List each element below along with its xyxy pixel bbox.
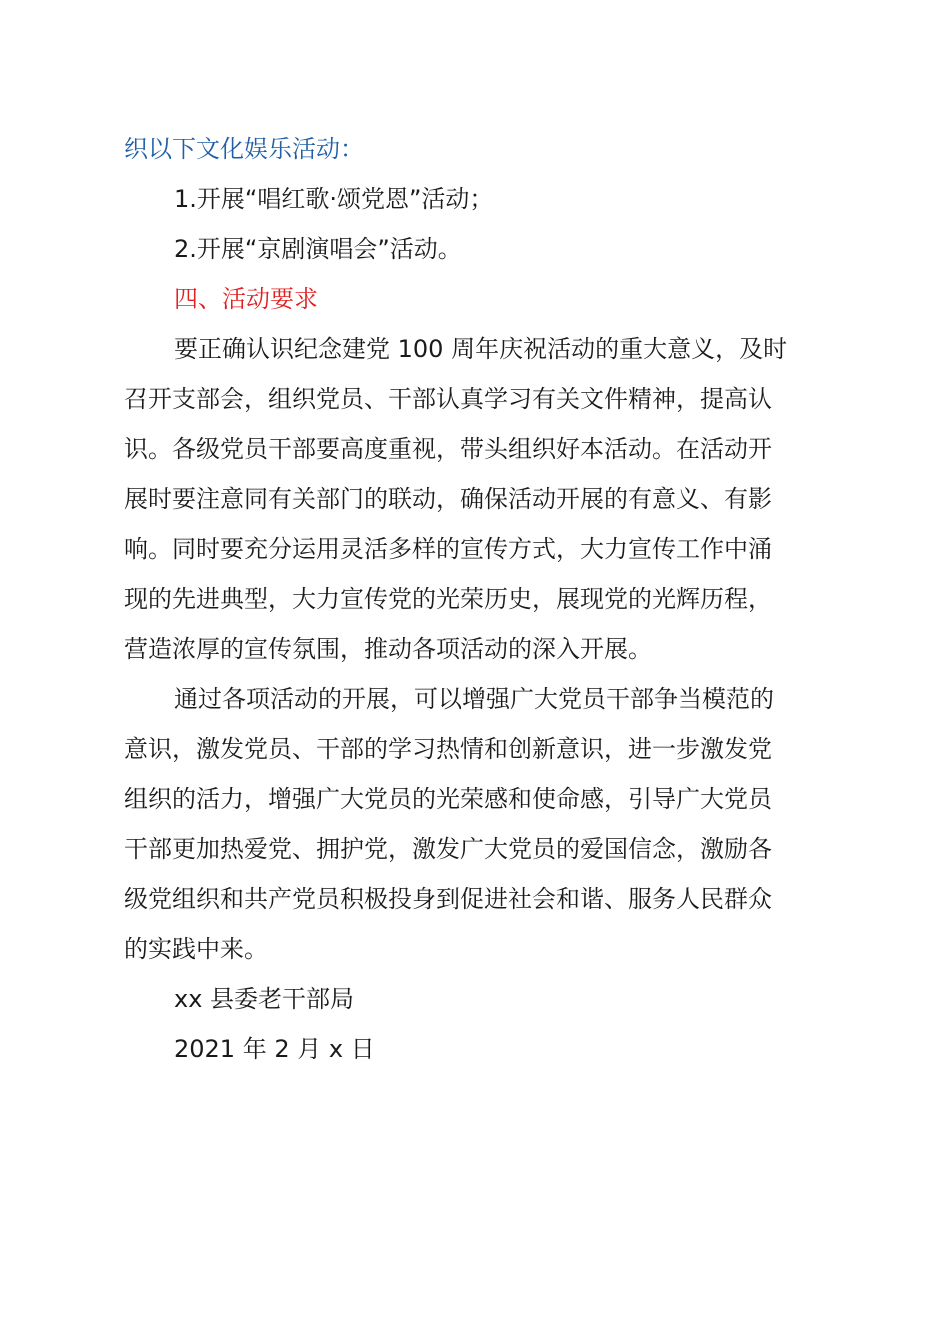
paragraph-line: 干部更加热爱党、拥护党，激发广大党员的爱国信念，激励各	[124, 835, 772, 863]
paragraph-line: 级党组织和共产党员积极投身到促进社会和谐、服务人民群众	[124, 885, 772, 913]
activity-item-1: 1.开展“唱红歌·颂党恩”活动；	[174, 185, 494, 213]
document-body	[124, 124, 844, 1074]
section-heading: 四、活动要求	[174, 285, 318, 313]
paragraph-line: 组织的活力，增强广大党员的光荣感和使命感，引导广大党员	[124, 785, 772, 813]
signature-org: xx 县委老干部局	[174, 985, 355, 1013]
intro-line: 织以下文化娱乐活动：	[124, 135, 364, 163]
paragraph-line: 现的先进典型，大力宣传党的光荣历史，展现党的光辉历程，	[124, 585, 772, 613]
paragraph-line: 识。各级党员干部要高度重视，带头组织好本活动。在活动开	[124, 435, 772, 463]
paragraph-line: 通过各项活动的开展，可以增强广大党员干部争当模范的	[174, 685, 774, 713]
paragraph-requirements	[124, 324, 844, 674]
paragraph-line: 营造浓厚的宣传氛围，推动各项活动的深入开展。	[124, 635, 652, 663]
paragraph-line: 意识，激发党员、干部的学习热情和创新意识，进一步激发党	[124, 735, 772, 763]
paragraph-line: 响。同时要充分运用灵活多样的宣传方式，大力宣传工作中涌	[124, 535, 772, 563]
paragraph-conclusion	[124, 674, 844, 974]
activity-item-2: 2.开展“京剧演唱会”活动。	[174, 235, 462, 263]
paragraph-line: 要正确认识纪念建党 100 周年庆祝活动的重大意义，及时	[174, 335, 788, 363]
signature-date: 2021 年 2 月 x 日	[174, 1035, 375, 1063]
paragraph-line: 的实践中来。	[124, 935, 268, 963]
paragraph-line: 展时要注意同有关部门的联动，确保活动开展的有意义、有影	[124, 485, 772, 513]
paragraph-line: 召开支部会，组织党员、干部认真学习有关文件精神，提高认	[124, 385, 772, 413]
